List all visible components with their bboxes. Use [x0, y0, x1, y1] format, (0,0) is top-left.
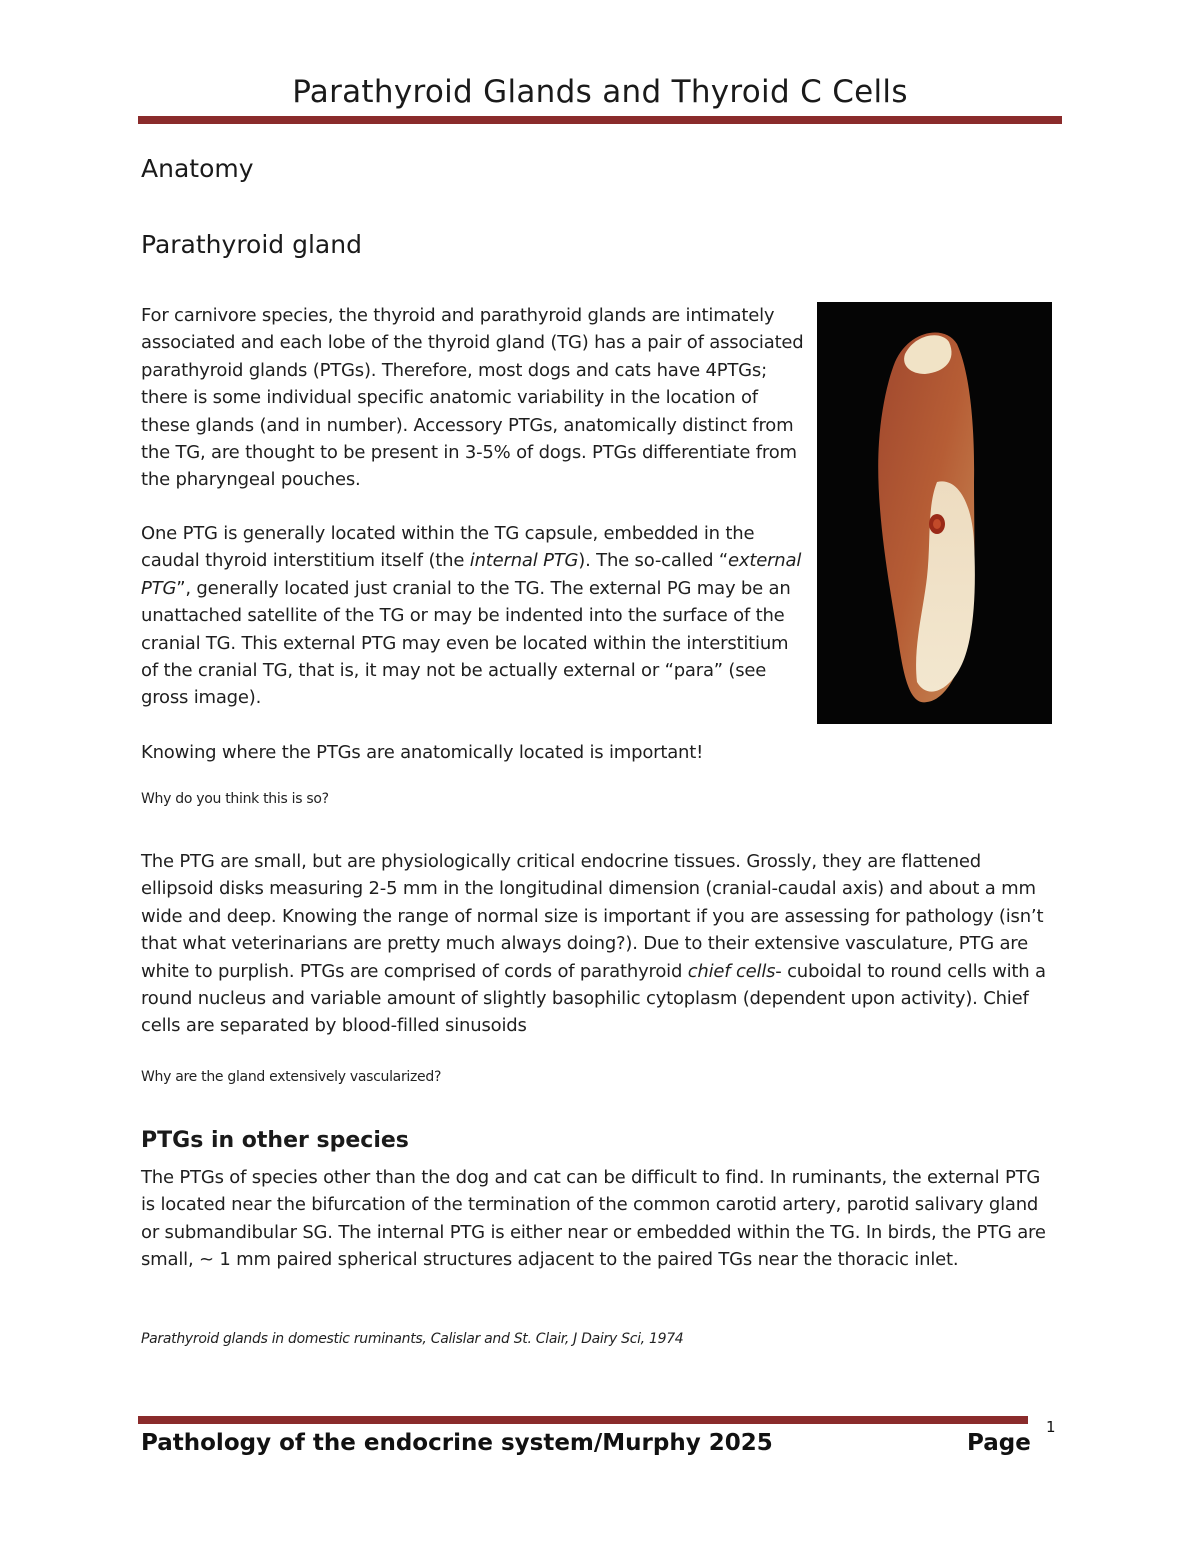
text-run: - cuboidal to round cells with a round nucleus and variable amount of slightly basophilic cytoplasm (dependent upon activity). Chief cells are separated by blood-filled sinusoids — [141, 960, 1046, 1037]
paragraph-ptg-gross — [141, 848, 1056, 1040]
footer-course-title: Pathology of the endocrine system/Murphy 2025 — [141, 1430, 773, 1456]
section-heading-anatomy: Anatomy — [141, 154, 254, 183]
term-chief-cells: chief cells — [687, 960, 776, 982]
question-why-important: Why do you think this is so? — [141, 791, 329, 807]
section-heading-other-species: PTGs in other species — [141, 1128, 409, 1153]
page-number: 1 — [1046, 1418, 1056, 1436]
header-rule — [138, 116, 1062, 124]
footer-page-label: Page — [967, 1430, 1031, 1456]
text-run: One PTG is generally located within the TG capsule, embedded in the caudal thyroid interstitium itself (the — [141, 523, 755, 572]
paragraph-other-species: The PTGs of species other than the dog and cat can be difficult to find. In ruminants, the external PTG is located near the bifurcation of the termination of the common carotid artery, parotid salivary gland or submandibular SG. The internal PTG is either near or embedded within the TG. In birds, the PTG are small, ~ 1 mm paired spherical structures adjacent to the paired TGs near the thoracic inlet. — [141, 1167, 1046, 1271]
text-run: ). The so-called “ — [578, 550, 729, 572]
gross-specimen-image — [817, 302, 1052, 724]
term-external-ptg: external PTG — [141, 550, 802, 599]
question-vascularized: Why are the gland extensively vascularized? — [141, 1069, 442, 1085]
text-run: The PTG are small, but are physiologically critical endocrine tissues. Grossly, they are flattened ellipsoid disks measuring 2-5 mm in the longitudinal dimension (cranial-caudal axis) and about a mm wide and deep. Knowing the range of normal size is important if you are assessing for pathology (isn’t that what veterinarians are pretty much always doing?). Due to their extensive vasculature, PTG are white to purplish. PTGs are comprised of cords of parathyroid — [141, 851, 1044, 982]
footer-rule — [138, 1416, 1028, 1424]
page-title: Parathyroid Glands and Thyroid C Cells — [292, 74, 908, 110]
term-internal-ptg: internal PTG — [469, 550, 579, 572]
gross-specimen-photo-icon — [817, 302, 1052, 724]
paragraph-importance: Knowing where the PTGs are anatomically located is important! — [141, 742, 704, 763]
section-heading-parathyroid-gland: Parathyroid gland — [141, 230, 362, 259]
text-run: ”, generally located just cranial to the TG. The external PG may be an unattached satellite of the TG or may be indented into the surface of the cranial TG. This external PTG may even be located within the interstitium of the cranial TG, that is, it may not be actually external or “para” (see gross image). — [141, 577, 791, 709]
paragraph-ptg-location — [141, 520, 806, 712]
reference-citation: Parathyroid glands in domestic ruminants, Calislar and St. Clair, J Dairy Sci, 1974 — [141, 1331, 684, 1347]
paragraph-carnivore-anatomy: For carnivore species, the thyroid and parathyroid glands are intimately associated and each lobe of the thyroid gland (TG) has a pair of associated parathyroid glands (PTGs). Therefore, most dogs and cats have 4PTGs; there is some individual specific anatomic variability in the location of these glands (and in number). Accessory PTGs, anatomically distinct from the TG, are thought to be present in 3-5% of dogs. PTGs differentiate from the pharyngeal pouches. — [141, 305, 804, 491]
